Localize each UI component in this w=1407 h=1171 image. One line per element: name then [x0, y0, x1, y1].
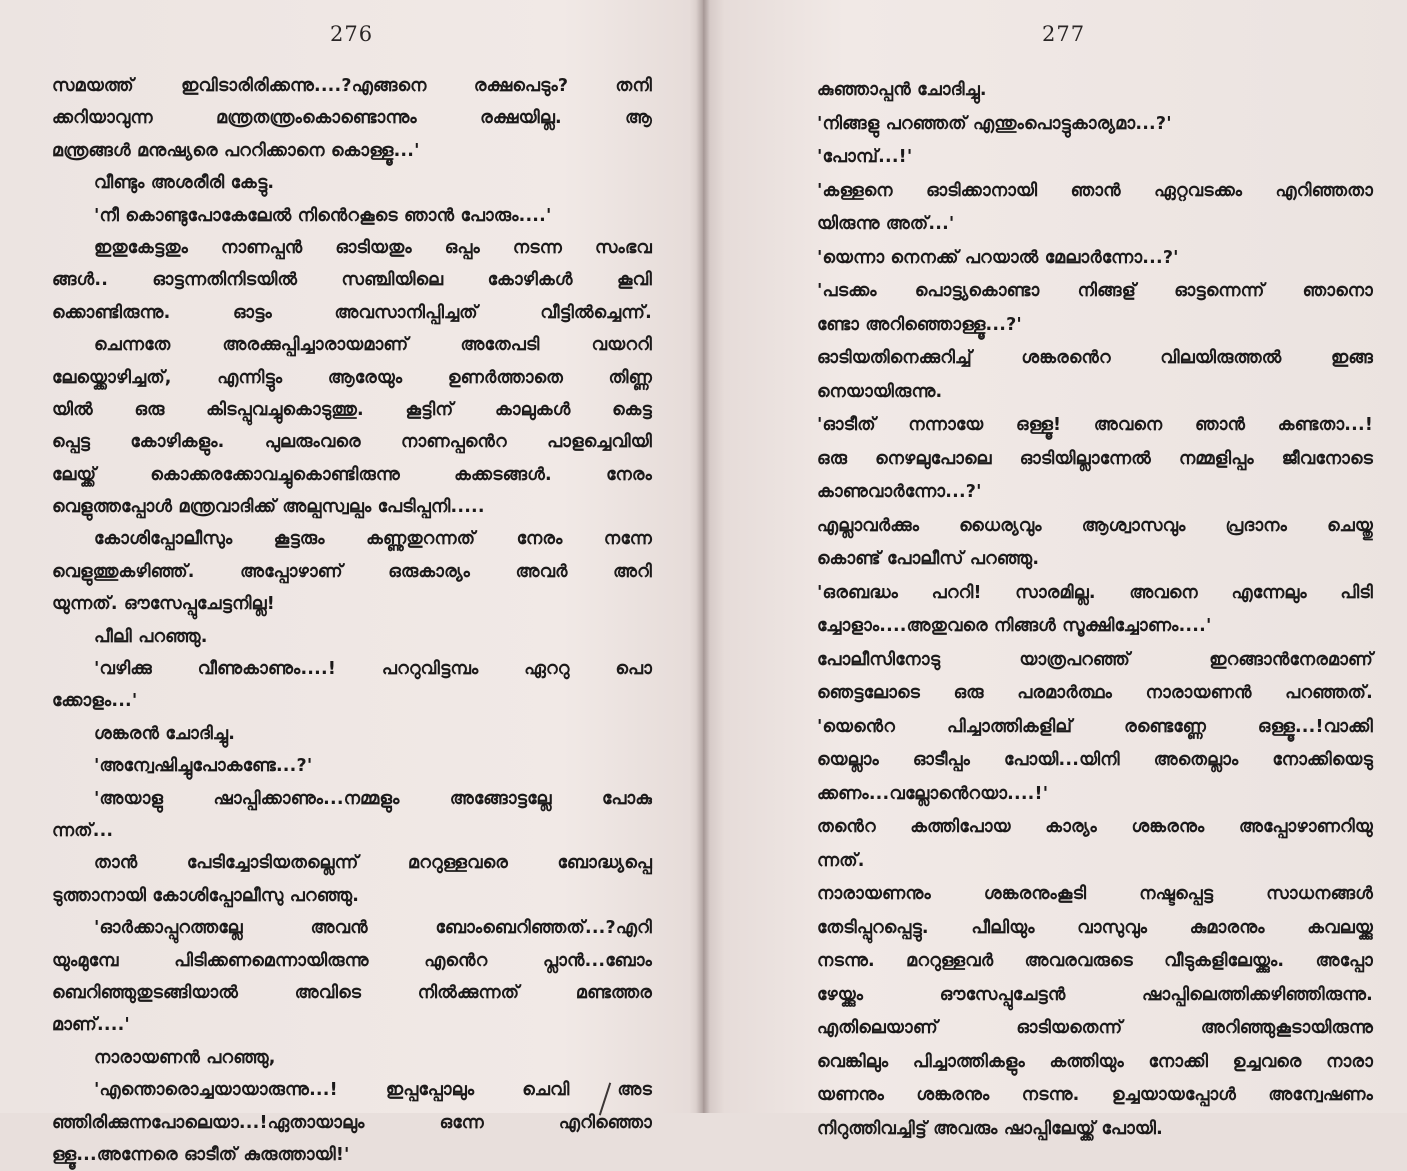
text-line: നിറുത്തിവച്ചിട്ട് അവരും ഷാപ്പിലേയ്ക്ക് പോയി. [817, 1118, 1163, 1139]
text-line: യണനും ശങ്കരനും നടന്നു. ഉച്ചയായപ്പോൾ അന്വേഷണം [817, 1085, 1373, 1105]
right-page-number: 277 [1042, 22, 1086, 46]
text-line: യെല്ലാം ഓടീപ്പം പോയി...യിനി അതെല്ലാം നോക്കിയെടു [817, 750, 1373, 770]
text-line: ന്നത്. [817, 850, 865, 871]
text-line: 'യെൻെറ പിച്ചാത്തികളില് രണ്ടെണ്ണേ ഒള്ളൂ...!വാക്കി [817, 716, 1373, 737]
text-line: ക്കറിയാവുന്ന മന്ത്രതന്ത്രംകൊണ്ടൊന്നും രക്ഷയില്ല. ആ [52, 108, 652, 129]
text-line: പോലീസിനോടു യാത്രപറഞ്ഞ് ഇറങ്ങാൻനേരമാണ് [817, 649, 1373, 670]
text-line: 'കള്ളനെ ഓടിക്കാനായി ഞാൻ ഏറ്റവടക്കം എറിഞ്ഞതാ [817, 180, 1373, 201]
left-page [0, 0, 700, 1165]
text-line: 'പോമ്പ്...!' [817, 147, 913, 167]
text-line: ണ്ടോ അറിഞ്ഞൊള്ളൂ...?' [817, 314, 1022, 335]
right-page [707, 0, 1407, 1139]
text-line: ഇതുകേട്ടതും നാണപ്പൻ ഓടിയതും ഒപ്പം നടന്ന സംഭവ [94, 237, 652, 258]
text-line: ള്ളൂ...അന്നേരെ ഓടീത് കുരുത്തായി!' [52, 1144, 350, 1165]
text-line: ക്കോളം...' [52, 691, 138, 712]
text-line: ഞെട്ടലോടെ ഒരു പരമാർത്ഥം നാരായണൻ പറഞ്ഞത്. [817, 683, 1373, 703]
text-line: വെളുത്തുകഴിഞ്ഞ്. അപ്പോഴാണ് ഒരുകാര്യം അവർ അറി [52, 561, 652, 582]
text-line: വീണ്ടും അശരീരി കേട്ടു. [94, 173, 275, 194]
text-line: 'എന്തൊരൊച്ചയായാരുന്നു...! ഇപ്പപ്പോലും ചെവി അട [94, 1080, 652, 1101]
text-line: എല്ലാവർക്കും ധൈര്യവും ആശ്വാസവും പ്രദാനം ചെയ്തു [817, 515, 1373, 536]
text-line: 'യെന്നാ നെനക്ക് പറയാൽ മേലാർന്നോ...?' [817, 247, 1179, 268]
text-line: നടന്നു. മററുള്ളവർ അവരവരുടെ വീടുകളിലേയ്ക്കും. അപ്പോ [817, 951, 1373, 971]
text-line: കൊണ്ട് പോലീസ് പറഞ്ഞു. [817, 549, 1040, 569]
text-line: ക്കൊണ്ടിരുന്നു. ഓട്ടം അവസാനിപ്പിച്ചത് വീട്ടിൽച്ചെന്ന്. [52, 302, 652, 323]
text-line: ലേയ്ക്ക് കൊക്കരക്കോവച്ചുകൊണ്ടിരുന്നു കക്കടങ്ങൾ. നേരം [52, 464, 652, 485]
text-line: തേടിപ്പുറപ്പെട്ടു. പീലിയും വാസുവും കുമാരനും കവലയ്ക്കു [817, 917, 1373, 938]
text-line: എതിലെയാണ് ഓടിയതെന്ന് അറിഞ്ഞുകൂടായിരുന്നു [817, 1018, 1373, 1038]
text-line: വെങ്കിലും പിച്ചാത്തികളും കത്തിയും നോക്കി ഉച്ചവരെ നാരാ [817, 1051, 1373, 1072]
text-line: നാരായണനും ശങ്കരനുംകൂടി നഷ്ടപ്പെട്ട സാധനങ്ങൾ [817, 884, 1373, 904]
text-line: ഴേയ്ക്കും ഔസേപ്പുചേട്ടൻ ഷാപ്പിലെത്തിക്കഴിഞ്ഞിരുന്നു. [817, 984, 1373, 1005]
text-line: 'അയാളു ഷാപ്പിക്കാണും...നമ്മളും അങ്ങോട്ടല്ലേ പോകു [94, 788, 652, 809]
right-page-text [817, 74, 1373, 1146]
text-line: 'ഓടീത് നന്നായേ ഒള്ളൂ! അവനെ ഞാൻ കണ്ടതാ...! [817, 415, 1373, 435]
text-line: 'പടക്കം പൊട്ട്യകൊണ്ടാ നിങ്ങള് ഓട്ടന്നെന്ന് ഞാനൊ [817, 281, 1373, 301]
text-line: യിരുന്നു അത്...' [817, 214, 955, 234]
left-page-number: 276 [330, 22, 374, 46]
text-line: ച്ചോളാം....അതുവരെ നിങ്ങൾ സൂക്ഷിച്ചോണം....' [817, 616, 1212, 636]
text-line: നെയായിരുന്നു. [817, 381, 943, 402]
text-line: മാണ്....' [52, 1015, 130, 1036]
text-line: വെളുത്തപ്പോൾ മന്ത്രവാദിക്ക് അല്പസ്വല്പം പേടിപ്പനി..... [52, 497, 485, 518]
text-line: ഓടിയതിനെക്കുറിച്ച് ശങ്കരൻെറ വിലയിരുത്തൽ ഇങ്ങ [817, 348, 1373, 368]
text-line: 'അന്വേഷിച്ചുപോകണ്ടേ...?' [94, 756, 313, 777]
text-line: ഒരു നെഴലുപോലെ ഓടിയില്ലാന്നേൽ നമ്മളിപ്പം ജീവനോടെ [817, 448, 1373, 469]
text-line: യുന്നത്. ഔസേപ്പുചേട്ടനില്ല! [52, 594, 275, 615]
text-line: മന്ത്രങ്ങൾ മനുഷ്യരെ പററിക്കാനെ കൊള്ളൂ...' [52, 140, 420, 161]
text-line: ലേയ്ക്കൊഴിച്ചത്, എന്നിട്ടും ആരേയും ഉണർത്താതെ തിണ്ണ [52, 367, 652, 388]
text-line: 'വഴിക്കു വീണുകാണും....! പററുവിട്ടമ്പം ഏററു പൊ [94, 659, 652, 680]
text-line: താൻ പേടിച്ചോടിയതല്ലെന്ന് മററുള്ളവരെ ബോദ്ധ്യപ്പെ [94, 853, 652, 874]
text-line: 'ഒരബദ്ധം പററി! സാരമില്ല. അവനെ എന്നേലും പിടി [817, 582, 1373, 603]
left-page-text [52, 70, 652, 1171]
text-line: തൻെറ കത്തിപോയ കാര്യം ശങ്കരനും അപ്പോഴാണറിയു [817, 817, 1373, 837]
text-line: ക്കണം...വല്ലോൻെറയാ....!' [817, 783, 1049, 804]
text-line: കോശിപ്പോലീസും കൂട്ടരും കണ്ണുതുറന്നത് നേരം നന്നേ [94, 529, 652, 550]
text-line: യുംമുമ്പേ പിടിക്കണമെന്നായിരുന്നു എൻെറ പ്ലാൻ...ബോം [52, 950, 652, 971]
text-line: യിൽ ഒരു കിടപ്പുവച്ചുകൊടുത്തു. കൂട്ടിന് കാലുകൾ കെട്ട [52, 399, 652, 420]
text-line: സമയത്ത് ഇവിടാരിരിക്കന്നു....?എങ്ങനെ രക്ഷപെടും? തനി [52, 76, 652, 96]
text-line: കാണുവാർന്നോ...?' [817, 482, 982, 502]
text-line: ന്നത്... [52, 820, 114, 841]
text-line: ങ്ങൾ.. ഓട്ടന്നതിനിടയിൽ സഞ്ചിയിലെ കോഴികൾ കൂവി [52, 270, 652, 291]
text-line: പീലി പറഞ്ഞു. [94, 626, 208, 647]
text-line: ബെറിഞ്ഞുതുടങ്ങിയാൽ അവിടെ നിൽക്കുന്നത് മണ്ടത്തര [52, 982, 652, 1003]
text-line: നാരായണൻ പറഞ്ഞു, [94, 1047, 276, 1068]
text-line: 'ഓർക്കാപ്പുറത്തല്ലേ അവൻ ബോംബെറിഞ്ഞത്...?എറി [94, 918, 652, 939]
text-line: ടുത്താനായി കോശിപ്പോലീസു പറഞ്ഞു. [52, 885, 360, 906]
text-line: കുഞ്ഞാപ്പൻ ചോദിച്ചു. [817, 80, 987, 100]
text-line: പ്പെട്ട കോഴികളും. പുലരുംവരെ നാണപ്പൻെറ പാളച്ചെവിയി [52, 432, 652, 453]
text-line: 'നിങ്ങളു പറഞ്ഞത് എന്തുംപൊട്ടുകാര്യമാ...?' [817, 113, 1172, 134]
text-line: ചെന്നതേ അരക്കുപ്പിച്ചാരായമാണ് അതേപടി വയററി [94, 335, 652, 356]
text-line: 'നീ കൊണ്ടുപോകേലേൽ നിൻെറകൂടെ ഞാൻ പോരും....' [94, 205, 552, 226]
text-line: ഞ്ഞിരിക്കുന്നപോലെയാ...!ഏതായാലും ഒന്നേ എറിഞ്ഞൊ [52, 1112, 652, 1133]
text-line: ശങ്കരൻ ചോദിച്ചു. [94, 723, 236, 744]
